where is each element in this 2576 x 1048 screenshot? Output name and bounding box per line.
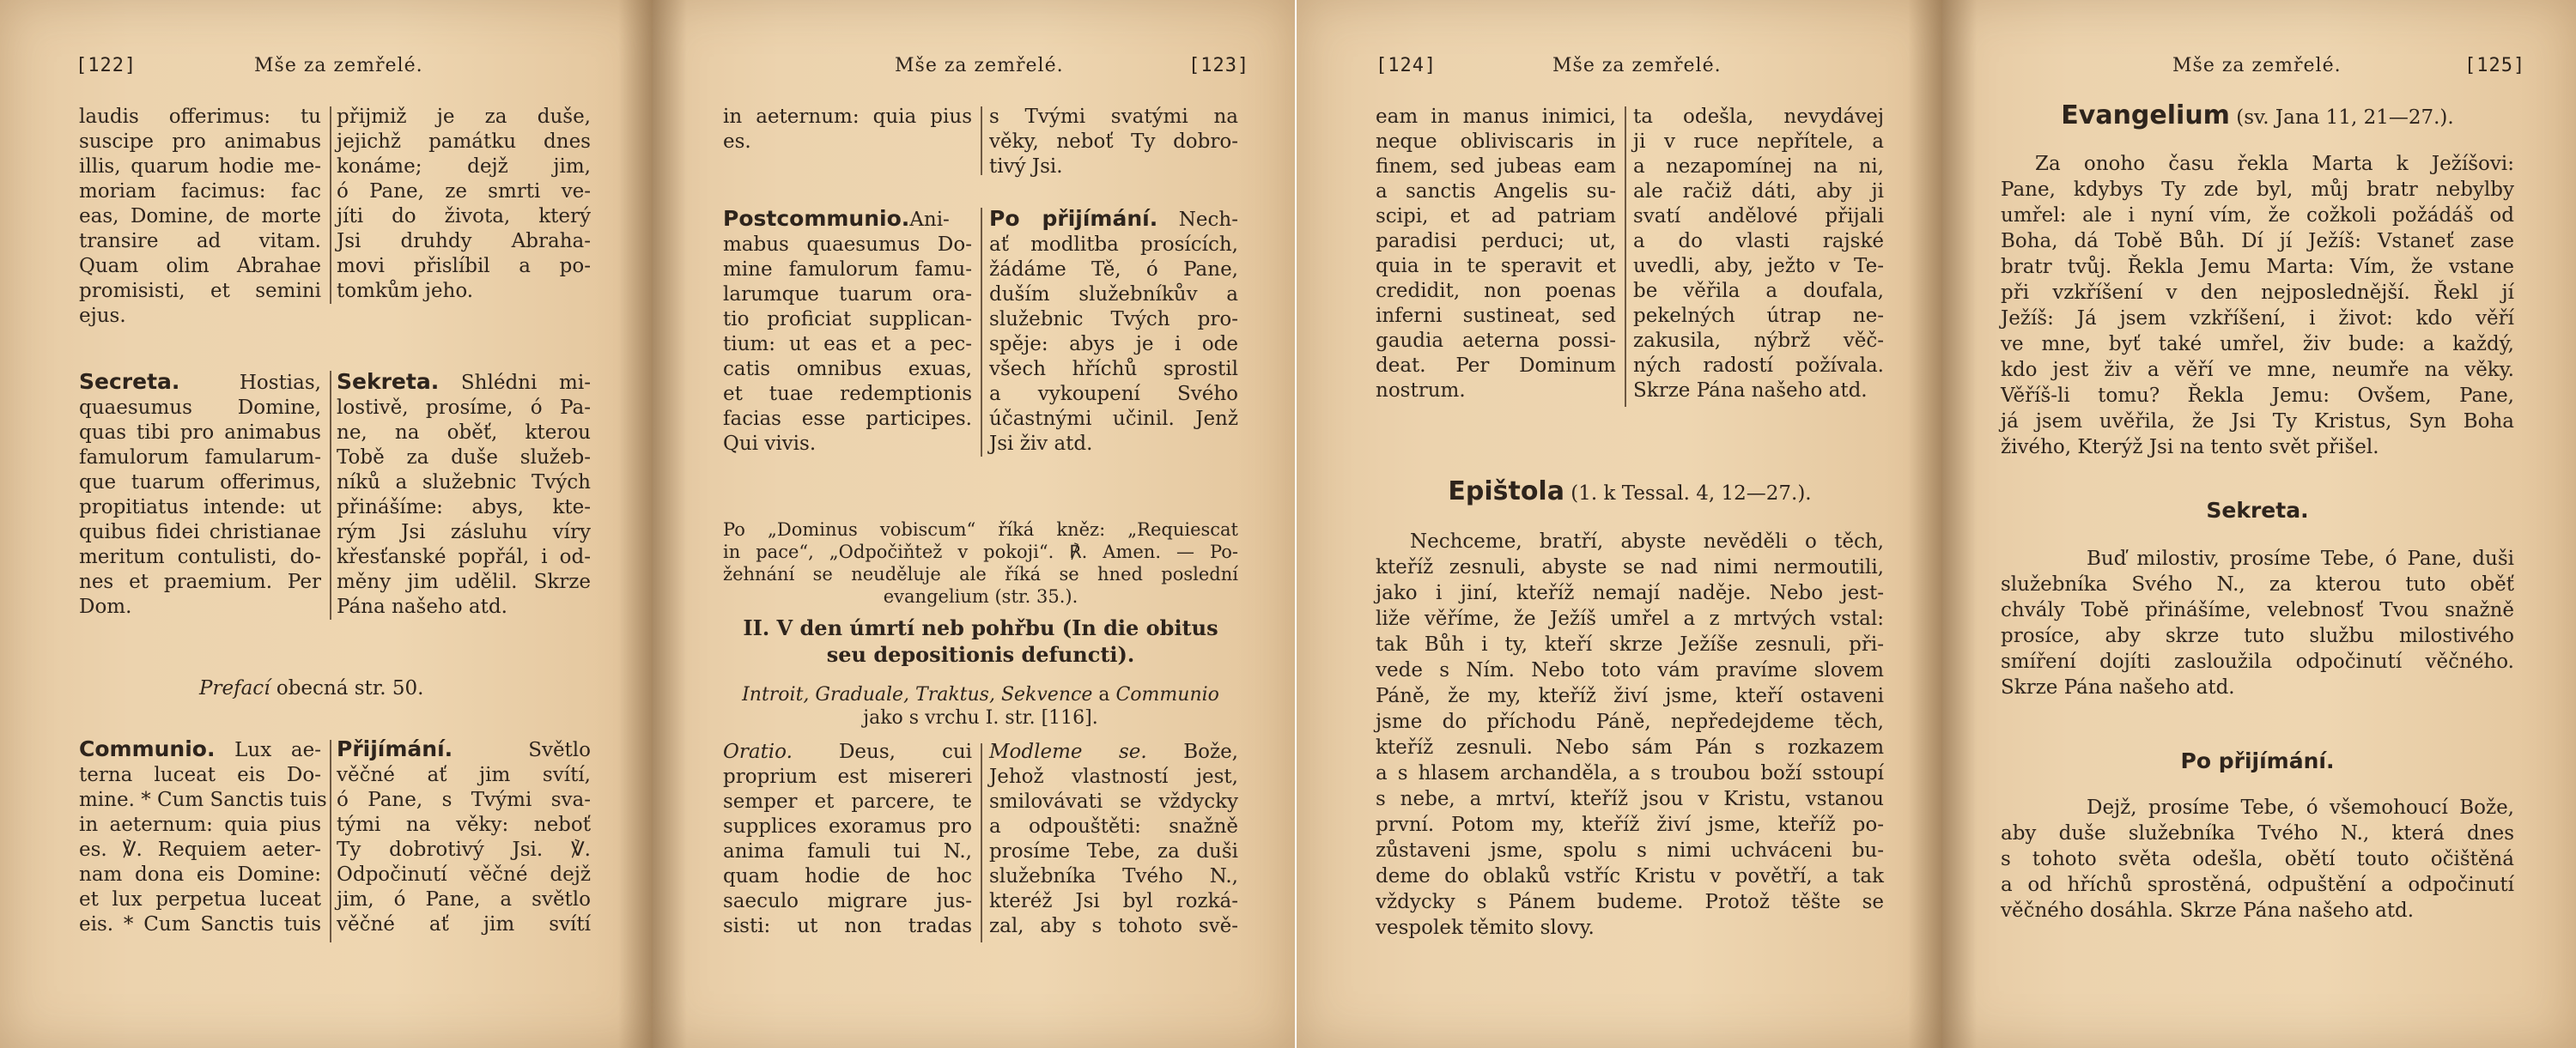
text-line: vždycky s Pánem budeme. Protož těšte se [1376,891,1884,913]
text-line: es. [723,130,751,153]
text-line [79,736,321,763]
column-rule [981,743,982,942]
text-line: propitiatus intende: ut [79,496,321,518]
text-line: Nechceme, bratří, abyste nevěděli o těch, [1410,530,1884,553]
text-line: ve mne, byť také umřel, živ bude: a každý, [2001,333,2514,355]
text-line: nam dona eis Domine: [79,863,321,886]
text-line: in aeternum: quia pius [79,814,321,836]
text-line: deat. Per Dominum [1376,354,1616,377]
text-line: kteříž zesnuli. Nebo sám Pán s rozkazem [1376,736,1884,759]
epistola-heading: Epištola [1448,476,1564,506]
text-line: níků a služebnic Tvých [337,471,591,494]
text-line: svatí andělové přijali [1633,205,1884,227]
czech-column-top [337,105,591,304]
text-line: supplices exoramus pro [723,815,972,838]
text-line: živého, Kterýž Jsi na tento svět přišel. [2001,436,2379,458]
text-line: první. Potom my, kteříž živí jsme, kteříž po- [1376,814,1884,836]
text-line: quam hodie de hoc [723,865,972,887]
text-line: pekelných útrap ne- [1633,305,1884,327]
text-line [337,736,591,763]
text-line: a s hlasem archanděla, a s troubou boží sstoupí [1376,762,1884,784]
text-line: deme do oblaků vstříc Kristu v povětří, a tak [1376,865,1884,887]
text-line [989,740,1238,765]
text-line: quibus fidei christianae [79,521,321,543]
evangelium-title [2001,100,2514,130]
text-line: ale račiž dáti, aby ji [1633,180,1884,203]
oratio-latin [723,740,972,939]
text-line: aby duše služebníka Tvého N., která dnes [2001,822,2514,845]
text-line: Jehož vlastností jest, [989,766,1238,788]
text-line: chvály Tobě přinášíme, velebnosť Tvou snažně [2001,599,2514,621]
secreta-czech [337,369,591,620]
column-rule [330,740,331,942]
text-line: et tuae redemptionis [723,383,972,405]
text-line: illis, quarum hodie me- [79,155,321,178]
text-line: gaudia aeterna possi- [1376,330,1616,352]
evangelium-text [2001,151,2514,460]
text-line: transire ad vitam. [79,230,321,252]
page-gutter-shadow [653,0,687,1048]
postcommunio-heading: Postcommunio. [723,206,910,231]
text-line [2001,100,2514,130]
text-line: in aeternum: quia pius [723,106,972,128]
text-line: Ježíš: Já jsem vzkříšení, i život: kdo věří [2001,307,2514,330]
text-line: zůstaveni jsme, spolu s nimi uchváceni bu- [1376,839,1884,862]
page-number: [124] [1376,55,1437,76]
text-line: přinášíme: abys, kte- [337,496,591,518]
page-123 [653,0,1295,1048]
postcommunio-czech [989,206,1238,457]
text-fragment: Lux ae- [234,739,321,761]
text-line [723,740,972,765]
text-fragment: Bože, [1183,741,1238,763]
latin-column-top [723,105,972,154]
page-124 [1297,0,1942,1048]
text-line: a do vlasti rajské [1633,230,1884,252]
text-line [2001,748,2514,775]
modleme-se-heading: Modleme se. [989,741,1147,763]
text-line: quia in te speravit et [1376,255,1616,277]
text-line: křesťanské popřál, i od- [337,546,591,568]
section-title [723,615,1238,668]
prefatio-line [199,676,457,701]
text-line: věčného dosáhla. Skrze Pána našeho atd. [2001,900,2415,922]
postcommunio-latin [723,206,972,457]
text-line [723,206,972,233]
text-line: mine. * Cum Sanctis tuis [79,789,327,811]
text-line: Odpočinutí věčné dejž [337,863,591,886]
text-line: jim, ó Pane, a světlo [337,888,591,911]
text-line: et lux perpetua luceat [79,888,321,911]
latin-column [1376,105,1616,403]
rubric-note [723,518,1238,608]
text-line [337,369,591,396]
page-number: [123] [1188,55,1250,76]
text-line: scipi, et ad patriam [1376,205,1616,227]
text-line: kdo jest živ a věří ve mne, neumře na věky. [2001,359,2514,381]
text-line: já jsem uvěřila, že Jsi Ty Kristus, Syn Boha [2001,410,2514,433]
text-line: mabus quaesumus Do- [723,233,972,256]
text-line: suscipe pro animabus [79,130,321,153]
text-line: saeculo migrare jus- [723,890,972,912]
text-line: přijmiž je za duše, [337,106,591,128]
text-line: konáme; dejž jim, [337,155,591,178]
page-gutter-shadow [1942,0,1977,1048]
text-line: catis omnibus exuas, [723,358,972,380]
text-line: jako i jiní, kteříž nemají naděje. Nebo jest- [1376,582,1884,604]
text-line: jsme do příchodu Páně, nepředejdeme těch, [1376,711,1884,733]
text-line: jejichž památku dnes [337,130,591,153]
column-rule [1625,106,1626,407]
text-line: umřel: ale i nyní vím, že cožkoli požádáš od [2001,204,2514,227]
text-line: žehnání se neuděluje ale říká se hned poslední [723,564,1238,585]
text-line: facias esse participes. [723,408,972,430]
text-line: tium: ut eas et a pec- [723,333,972,355]
text-line: moriam facimus: fac [79,180,321,203]
text-line: nes et praemium. Per [79,571,321,593]
text-line: quaesumus Domine, [79,397,321,419]
column-rule [330,106,331,304]
text-line: finem, sed jubeas eam [1376,155,1616,178]
oratio-heading: Oratio. [723,741,793,763]
communio-latin [79,736,327,937]
prijimani-heading: Přijímání. [337,736,453,761]
page-number: [125] [2464,55,2526,76]
text-line: spěje: abys je i ode [989,333,1238,355]
text-line: Za onoho času řekla Marta k Ježíšovi: [2035,153,2514,175]
text-line: eam in manus inimici, [1376,106,1616,128]
text-fragment: Deus, cui [838,741,973,763]
text-line [2001,498,2514,524]
text-line: a od hříchů sprostěná, odpuštění a odpočinutí [2001,874,2514,896]
text-line: Ty dobrotivý Jsi. ℣. [337,839,591,861]
prefatio-ref: obecná str. 50. [276,677,424,700]
running-head: Mše za zemřelé. [895,55,1064,76]
po-prijimani-title [2001,748,2514,775]
text-line: Quam olim Abrahae [79,255,321,277]
text-line: vede s Ním. Nebo toto vám pravíme slovem [1376,659,1884,682]
text-line: larumque tuarum ora- [723,283,972,306]
text-line [199,676,457,701]
prefatio-label: Prefací [199,677,270,700]
evangelium-heading: Evangelium [2061,100,2230,130]
text-line: Jsi druhdy Abraha- [337,230,591,252]
latin-column-top [79,105,321,329]
evangelium-ref: (sv. Jana 11, 21—27.). [2236,106,2454,129]
text-line: ó Pane, ze smrti ve- [337,180,591,203]
text-line: Buď milostiv, prosíme Tebe, ó Pane, duši [2087,548,2514,570]
sekreta-text [2001,546,2514,700]
text-line: ji v ruce nepřítele, a [1633,130,1884,153]
text-line: inferni sustineat, sed [1376,305,1616,327]
text-fragment: Světlo [528,739,591,761]
text-line: Skrze Pána našeho atd. [2001,676,2235,699]
page-gutter-shadow [618,0,653,1048]
text-line: a nezapomínej na ni, [1633,155,1884,178]
column-rule [330,371,331,620]
text-fragment: a [1098,684,1110,706]
text-line: věčné ať jim svítí [337,913,591,936]
text-line: Tobě za duše služeb- [337,446,591,469]
text-line: měny jim udělil. Skrze [337,571,591,593]
page-number: [122] [76,55,137,76]
secreta-heading: Secreta. [79,369,180,394]
text-line: věky, neboť Ty dobro- [989,130,1238,153]
text-fragment: Communio [1115,684,1219,706]
text-line: que tuarum offerimus, [79,471,321,494]
text-line: promisisti, et semini [79,280,321,302]
text-line: jako s vrchu I. str. [116]. [863,707,1098,729]
text-line: ať modlitba prosících, [989,233,1238,256]
text-line: eis. * Cum Sanctis tuis [79,913,321,936]
text-line: terna luceat eis Do- [79,764,321,786]
text-line: Jsi živ atd. [989,433,1093,455]
text-line: nostrum. [1376,379,1466,402]
column-rule [981,208,982,457]
text-line: credidit, non poenas [1376,280,1616,302]
text-line: vespolek těmito slovy. [1376,917,1595,939]
text-line [1376,476,1884,506]
text-fragment: Nech- [1178,209,1238,231]
text-line: s tohoto světa odešla, obětí touto očištěná [2001,848,2514,870]
page-125 [1942,0,2576,1048]
running-head: Mše za zemřelé. [1552,55,1722,76]
text-line: anima famuli tui N., [723,840,972,863]
text-line: lostivě, prosíme, ó Pa- [337,397,591,419]
text-line: jíti do života, který [337,205,591,227]
text-line: ta odešla, nevydávej [1633,106,1884,128]
sekreta-heading: Sekreta. [337,369,440,394]
text-line: in pace“, „Odpočiňtež v pokoji“. ℟. Amen. — Po- [723,542,1238,562]
section-note [723,683,1238,730]
text-line: neque obliviscaris in [1376,130,1616,153]
text-line [79,369,321,396]
text-line: liže věříme, že Ježíš umřel a z mrtvých vstal: [1376,608,1884,630]
sekreta-heading: Sekreta. [2206,498,2309,523]
text-line: kteříž zesnuli, abyste se nad nimi nermoutili, [1376,556,1884,579]
po-prijimani-heading: Po přijímání. [989,206,1158,231]
text-line: Po „Dominus vobiscum“ říká kněz: „Requiescat [723,519,1238,540]
running-head: Mše za zemřelé. [254,55,423,76]
text-line: při vzkříšení v den nejposlednější. Řekl jí [2001,282,2514,304]
text-line: služebníka Svého N., za kterou tuto oběť [2001,573,2514,596]
text-line: služebnic Tvých pro- [989,308,1238,330]
text-line: duším služebníkův a [989,283,1238,306]
czech-column-top [989,105,1238,179]
text-line: laudis offerimus: tu [79,106,321,128]
text-line: tio proficiat supplican- [723,308,972,330]
text-line: paradisi perduci; ut, [1376,230,1616,252]
sekreta-title [2001,498,2514,524]
text-line: s nebe, a mrtví, kteříž jsou v Kristu, vstanou [1376,788,1884,810]
text-line: bratr tvůj. Řekla Jemu Marta: Vím, že vstane [2001,256,2514,278]
text-line: Skrze Pána našeho atd. [1633,379,1868,402]
text-line: es. ℣. Requiem aeter- [79,839,321,861]
text-line: všech hříchů sprostil [989,358,1238,380]
text-line: movi přislíbil a po- [337,255,591,277]
communio-czech [337,736,591,937]
text-line: Páně, že my, kteříž živí jsme, kteří ostaveni [1376,685,1884,707]
text-line: Dom. [79,596,132,618]
text-line: II. V den úmrtí neb pohřbu (In die obitus [743,615,1218,640]
text-line: tomkům jeho. [337,280,474,302]
text-line [989,206,1238,233]
text-line: a vykoupení Svého [989,383,1238,405]
text-line: smilovávati se vždycky [989,791,1238,813]
text-line: ó Pane, s Tvými sva- [337,789,591,811]
text-line: zal, aby s tohoto svě- [989,915,1238,937]
text-line: Boha, dá Tobě Bůh. Dí jí Ježíš: Vstaneť zase [2001,230,2514,252]
page-122 [0,0,653,1048]
po-prijimani-heading: Po přijímání. [2180,748,2335,773]
running-head: Mše za zemřelé. [2172,55,2342,76]
text-line: evangelium (str. 35.). [883,586,1078,607]
text-line: Pána našeho atd. [337,596,507,618]
text-line: meritum contulisti, do- [79,546,321,568]
text-line: uvedli, aby, ježto v Te- [1633,255,1884,277]
text-line: tými na věky: neboť [337,814,591,836]
po-prijimani-text [2001,795,2514,924]
epistola-text [1376,529,1884,941]
text-line: proprium est misereri [723,766,972,788]
text-fragment: Hostias, [239,372,321,394]
text-line: mine famulorum famu- [723,258,972,281]
text-line: seu depositionis defuncti). [826,642,1135,667]
text-line: sisti: ut non tradas [723,915,972,937]
text-line: s Tvými svatými na [989,106,1238,128]
text-fragment: Shlédni mi- [460,372,591,394]
oratio-czech [989,740,1238,939]
text-line: Pane, kdybys Ty zde byl, můj bratr nebylby [2001,179,2514,201]
text-line: věčné ať jim svítí, [337,764,591,786]
text-line: účastnými učinil. Jenž [989,408,1238,430]
text-line: zakusila, nýbrž věč- [1633,330,1884,352]
text-line: be věřila a doufala, [1633,280,1884,302]
communio-heading: Communio. [79,736,216,761]
text-line: tak Bůh i ty, kteří skrze Ježíše zesnuli, při- [1376,633,1884,656]
text-line: a odpouštěti: snažně [989,815,1238,838]
text-line: ne, na oběť, kterou [337,421,591,444]
text-line: famulorum famularum- [79,446,321,469]
column-rule [981,106,982,175]
text-line: rým Jsi zásluhu víry [337,521,591,543]
text-line: žádáme Tě, ó Pane, [989,258,1238,281]
text-line: ejus. [79,305,126,327]
text-line: kteréž Jsi byl rozká- [989,890,1238,912]
text-line: Věříš-li tomu? Řekla Jemu: Ovšem, Pane, [2001,385,2514,407]
text-line: quas tibi pro animabus [79,421,321,444]
text-line: tivý Jsi. [989,155,1063,178]
text-line: prosíce, aby skrze tuto službu milostivého [2001,625,2514,647]
secreta-latin [79,369,321,620]
text-line: Dejž, prosíme Tebe, ó všemohoucí Bože, [2087,797,2514,819]
text-line: ných radostí požívala. [1633,354,1884,377]
text-line: Qui vivis. [723,433,817,455]
page-gutter-shadow [1908,0,1942,1048]
text-line: semper et parcere, te [723,791,972,813]
epistola-ref: (1. k Tessal. 4, 12—27.). [1571,482,1812,505]
text-line: a sanctis Angelis su- [1376,180,1616,203]
text-line: služebníka Tvého N., [989,865,1238,887]
text-fragment: Ani- [909,209,950,231]
text-fragment: Introit, Graduale, Traktus, Sekvence [742,684,1093,706]
epistola-title [1376,476,1884,506]
text-line: eas, Domine, de morte [79,205,321,227]
czech-column [1633,105,1884,403]
text-line: smíření dojíti zasloužila odpočinutí věčného. [2001,651,2514,673]
text-line: prosíme Tebe, za duši [989,840,1238,863]
text-line [723,683,1238,706]
